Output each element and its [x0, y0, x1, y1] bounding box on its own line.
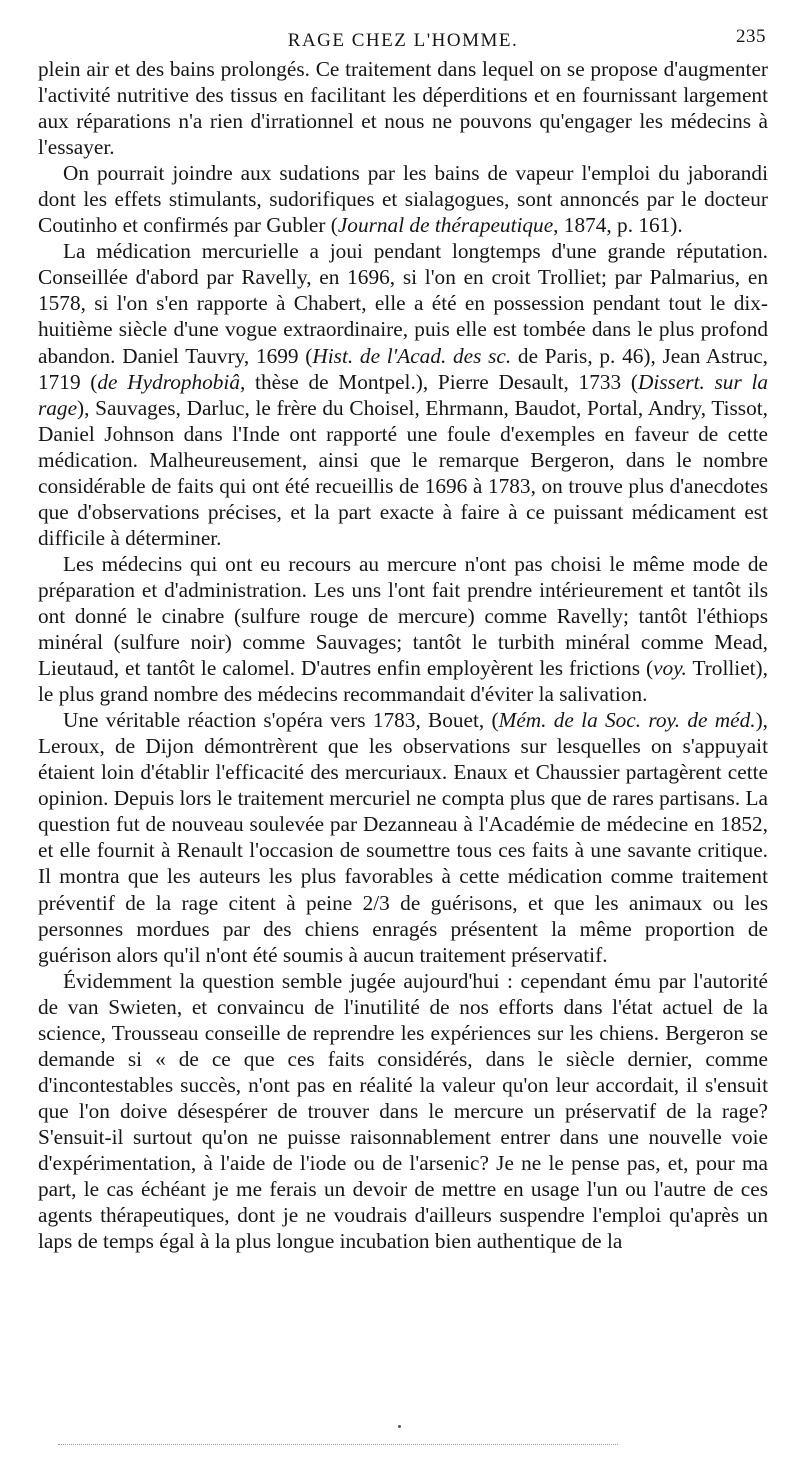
journal-title: Journal de thérapeutique — [337, 213, 554, 238]
text-run: plein air et des bains prolongés. Ce traitement dans lequel on se propose d'augmenter l'activité nutritive des tissus en facilitant les déperditions et en fournissant largement aux réparations n'a rien d'irrationnel et nous ne pouvons qu'engager les médecins à l'essayer. — [38, 57, 768, 160]
paragraph — [38, 238, 768, 551]
paragraph — [38, 56, 768, 160]
footer-rule — [58, 1444, 618, 1445]
paragraph — [38, 160, 768, 238]
text-run: Une véritable réaction s'opéra vers 1783, Bouet, ( — [63, 708, 499, 733]
paragraph — [38, 551, 768, 707]
page-header — [38, 26, 768, 56]
paragraph — [38, 707, 768, 967]
text-run: ), Sauvages, Darluc, le frère du Choisel, Ehrmann, Baudot, Portal, Andry, Tissot, Daniel Johnson dans l'Inde ont rapporté une foule d'exemples en faveur de cette médication. Malheureusement, ainsi que le remarque Bergeron, dans le nombre considérable de faits qui ont été recueillis de 1696 à 1783, on trouve plus d'anecdotes que d'observations précises, et la part exacte à faire à ce puissant médicament est difficile à déterminer. — [38, 395, 768, 550]
citation-title: Dissert. sur la rage — [38, 369, 769, 420]
page-number: 235 — [736, 26, 766, 47]
text-run: de Paris, p. 46), Jean Astruc, 1719 ( — [38, 343, 768, 394]
citation-title: Hist. de l'Acad. des sc. — [312, 343, 512, 368]
citation-title: Mém. de la Soc. roy. de méd. — [498, 708, 756, 733]
citation-title: de Hydrophobiâ — [97, 369, 240, 394]
footer-dot — [398, 1425, 401, 1428]
text-run: ), Leroux, de Dijon démontrèrent que les observations sur lesquelles on s'appuyait étaient loin d'établir l'efficacité des mercuriaux. Enaux et Chaussier partagèrent cette opinion. Depuis lors le traitement mercuriel ne compta plus que de rares partisans. La question fut de nouveau soulevée par Dezanneau à l'Académie de médecine en 1852, et elle fournit à Renault l'occasion de soumettre tous ces faits à une savante critique. Il montra que les auteurs les plus favorables à cette médication comme traitement préventif de la rage citent à peine 2/3 de guérisons, et que les animaux ou les personnes mordues par des chiens enragés présentent la même proportion de guérison alors qu'il n'ont été soumis à aucun traitement préservatif. — [38, 708, 768, 967]
body-text — [38, 56, 768, 1254]
book-page — [38, 26, 768, 1254]
paragraph — [38, 968, 768, 1255]
text-run: Trolliet), le plus grand nombre des médecins recommandait d'éviter la salivation. — [38, 656, 768, 707]
running-head: RAGE CHEZ L'HOMME. — [287, 30, 519, 51]
text-run: La médication mercurielle a joui pendant longtemps d'une grande réputation. Conseillée d'abord par Ravelly, en 1696, si l'on en croit Trolliet; par Palmarius, en 1578, si l'on s'en rapporte à Chabert, elle a été en possession pendant tout le dix-huitième siècle d'une vogue extraordinaire, puis elle est tombée dans le plus profond abandon. Daniel Tauvry, 1699 ( — [38, 239, 768, 368]
text-run: Les médecins qui ont eu recours au mercure n'ont pas choisi le même mode de préparation et d'administration. Les uns l'ont fait prendre intérieurement et tantôt ils ont donné le cinabre (sulfure rouge de mercure) comme Ravelly; tantôt l'éthiops minéral (sulfure noir) comme Sauvages; tantôt le turbith minéral comme Mead, Lieutaud, et tantôt le calomel. D'autres enfin employèrent les frictions ( — [38, 551, 768, 681]
text-run: , thèse de Montpel.), Pierre Desault, 1733 ( — [240, 369, 638, 394]
text-run: On pourrait joindre aux sudations par les bains de vapeur l'emploi du jaborandi dont les effets stimulants, sudorifiques et sialagogues, sont annoncés par le docteur Coutinho et confirmés par Gubler ( — [38, 161, 768, 238]
text-run: Évidemment la question semble jugée aujourd'hui : cependant ému par l'autorité de van Swieten, et convaincu de l'inutilité de nos efforts dans l'état actuel de la science, Trousseau conseille de reprendre les expériences sur les chiens. Bergeron se demande si « de ce que ces faits considérés, dans le siècle dernier, comme d'incontestables succès, n'ont pas en réalité la valeur qu'on leur accordait, il s'ensuit que l'on doive désespérer de trouver dans le mercure un préservatif de la rage? S'ensuit-il surtout qu'on ne puisse raisonnablement entrer dans une nouvelle voie d'expérimentation, à l'aide de l'iode ou de l'arsenic? Je ne le pense pas, et, pour ma part, le cas échéant je me ferais un devoir de mettre en usage l'un ou l'autre de ces agents thérapeutiques, dont je ne voudrais d'ailleurs suspendre l'emploi qu'après un laps de temps égal à la plus longue incubation bien authentique de la — [38, 968, 768, 1254]
citation-abbrev: voy. — [653, 656, 687, 681]
text-run: , 1874, p. 161). — [553, 213, 683, 238]
